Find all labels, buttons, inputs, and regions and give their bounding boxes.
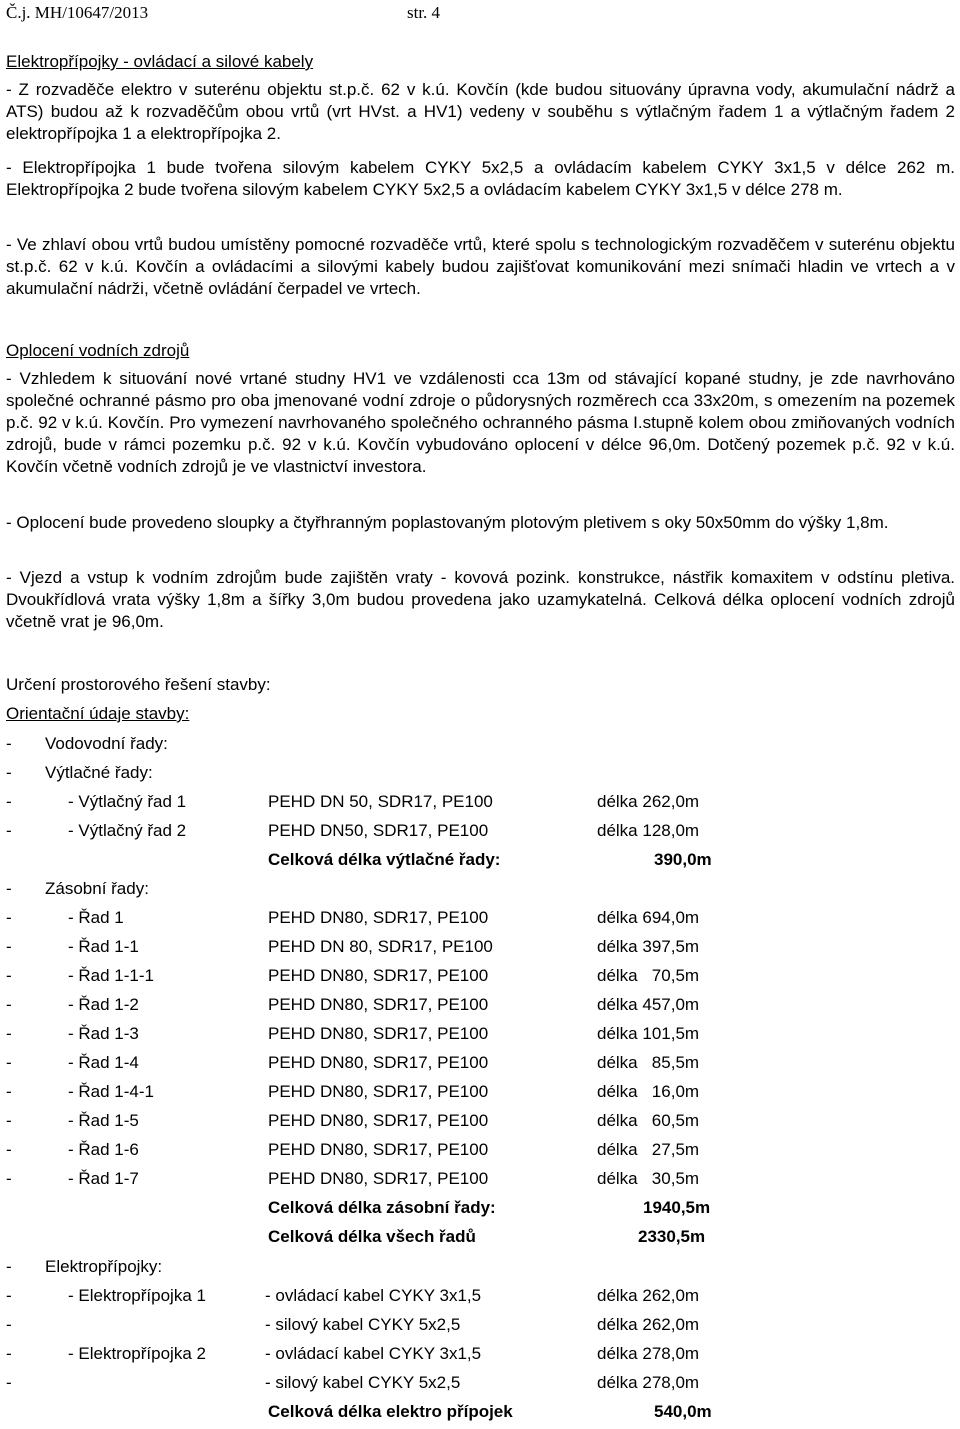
table-cell: - Řad 1-7 xyxy=(68,1169,139,1188)
table-cell: - Výtlačný řad 1 xyxy=(68,792,187,811)
table-cell: - Řad 1-4-1 xyxy=(68,1082,154,1101)
table-cell: - xyxy=(6,966,12,985)
table-cell: délka 262,0m xyxy=(597,792,700,811)
table-cell: Celková délka elektro přípojek xyxy=(268,1402,513,1421)
table-cell: délka 262,0m xyxy=(597,1315,700,1334)
table-cell: Celková délka všech řadů xyxy=(268,1227,476,1246)
table-cell: PEHD DN80, SDR17, PE100 xyxy=(268,1024,489,1043)
table-cell: délka 16,0m xyxy=(597,1082,700,1101)
table-cell: Výtlačné řady: xyxy=(45,763,153,782)
section-title-urceni: Určení prostorového řešení stavby: xyxy=(6,675,271,694)
table-cell: délka 30,5m xyxy=(597,1169,700,1188)
table-cell: 540,0m xyxy=(654,1402,712,1421)
table-cell: - Elektropřípojka 2 xyxy=(68,1344,206,1363)
table-cell: PEHD DN80, SDR17, PE100 xyxy=(268,966,489,985)
table-cell: - xyxy=(6,1373,12,1392)
table-cell: Celková délka výtlačné řady: xyxy=(268,850,501,869)
table-cell: délka 262,0m xyxy=(597,1286,700,1305)
table-cell: - Řad 1 xyxy=(68,908,124,927)
table-cell: 1940,5m xyxy=(643,1198,711,1217)
table-cell: PEHD DN80, SDR17, PE100 xyxy=(268,1140,489,1159)
table-cell: - xyxy=(6,1169,12,1188)
table-cell: - Řad 1-1-1 xyxy=(68,966,154,985)
table-cell: PEHD DN80, SDR17, PE100 xyxy=(268,1169,489,1188)
table-cell: - xyxy=(6,879,12,898)
paragraph-oploceni-3: - Vjezd a vstup k vodním zdrojům bude zajištěn vraty - kovová pozink. konstrukce, nástřik komaxitem v odstínu pletiva. Dvoukřídlová vrata výšky 1,8m a šířky 3,0m budou provedena jako uzamykatelná. Celková délka oplocení vodních zdrojů včetně vrat je 96,0m. xyxy=(6,568,955,631)
table-cell: délka 101,5m xyxy=(597,1024,700,1043)
table-cell: PEHD DN 50, SDR17, PE100 xyxy=(268,792,493,811)
table-cell: - Elektropřípojka 1 xyxy=(68,1286,206,1305)
table-cell: - silový kabel CYKY 5x2,5 xyxy=(265,1315,461,1334)
table-cell: PEHD DN80, SDR17, PE100 xyxy=(268,995,489,1014)
table-cell: Celková délka zásobní řady: xyxy=(268,1198,496,1217)
table-cell: délka 128,0m xyxy=(597,821,700,840)
table-cell: Vodovodní řady: xyxy=(45,734,168,753)
table-cell: - Řad 1-5 xyxy=(68,1111,139,1130)
table-cell: - xyxy=(6,1257,12,1276)
table-cell: PEHD DN80, SDR17, PE100 xyxy=(268,1111,489,1130)
table-cell: - xyxy=(6,792,12,811)
table-cell: - xyxy=(6,1111,12,1130)
table-cell: PEHD DN50, SDR17, PE100 xyxy=(268,821,489,840)
section-subtitle-orientacni: Orientační údaje stavby: xyxy=(6,704,190,723)
table-cell: 2330,5m xyxy=(638,1227,706,1246)
table-cell: délka 278,0m xyxy=(597,1373,700,1392)
table-cell: Zásobní řady: xyxy=(45,879,149,898)
section-title-oploceni: Oplocení vodních zdrojů xyxy=(6,341,190,360)
table-cell: - xyxy=(6,763,12,782)
paragraph-oploceni-1: - Vzhledem k situování nové vrtané studny HV1 ve vzdálenosti cca 13m od stávající kopané studny, je zde navrhováno společné ochranné pásmo pro oba jmenované vodní zdroje o půdorysných rozměrech cca 33x20m, s omezením na pozemek p.č. 92 v k.ú. Kovčín. Pro vymezení navrhovaného společného ochranného pásma I.stupně kolem obou zmiňovaných vodních zdrojů, bude v rámci pozemku p.č. 92 v k.ú. Kovčín vybudováno oplocení v délce 96,0m. Dotčený pozemek p.č. 92 v k.ú. Kovčín včetně vodních zdrojů je ve vlastnictví investora. xyxy=(6,369,955,476)
table-cell: - ovládací kabel CYKY 3x1,5 xyxy=(265,1344,482,1363)
table-cell: - silový kabel CYKY 5x2,5 xyxy=(265,1373,461,1392)
table-cell: - xyxy=(6,937,12,956)
table-cell: délka 694,0m xyxy=(597,908,700,927)
table-cell: PEHD DN80, SDR17, PE100 xyxy=(268,908,489,927)
table-cell: délka 85,5m xyxy=(597,1053,700,1072)
table-cell: délka 457,0m xyxy=(597,995,700,1014)
table-cell: PEHD DN80, SDR17, PE100 xyxy=(268,1082,489,1101)
table-cell: - Řad 1-2 xyxy=(68,995,139,1014)
table-cell: - Řad 1-4 xyxy=(68,1053,139,1072)
table-cell: délka 27,5m xyxy=(597,1140,700,1159)
table-cell: - xyxy=(6,734,12,753)
table-cell: délka 397,5m xyxy=(597,937,700,956)
page-number: str. 4 xyxy=(407,3,441,22)
table-cell: délka 70,5m xyxy=(597,966,700,985)
document-reference: Č.j. MH/10647/2013 xyxy=(6,3,149,22)
paragraph-elektro-1: - Z rozvaděče elektro v suterénu objektu st.p.č. 62 v k.ú. Kovčín (kde budou situovány úpravna vody, akumulační nádrž a ATS) budou až k rozvaděčům obou vrtů (vrt HVst. a HV1) vedeny v souběhu s výtlačným řadem 1 a výtlačným řadem 2 elektropřípojka 1 a elektropřípojka 2. xyxy=(6,80,955,143)
table-cell: - Řad 1-3 xyxy=(68,1024,139,1043)
table-cell: - xyxy=(6,1344,12,1363)
table-cell: - xyxy=(6,1082,12,1101)
table-cell: - xyxy=(6,908,12,927)
table-cell: délka 60,5m xyxy=(597,1111,700,1130)
table-cell: - xyxy=(6,1140,12,1159)
table-cell: - Řad 1-6 xyxy=(68,1140,139,1159)
table-cell: - Řad 1-1 xyxy=(68,937,139,956)
table-cell: - ovládací kabel CYKY 3x1,5 xyxy=(265,1286,482,1305)
table-cell: délka 278,0m xyxy=(597,1344,700,1363)
table-cell: - xyxy=(6,1315,12,1334)
table-cell: - xyxy=(6,1286,12,1305)
table-cell: PEHD DN 80, SDR17, PE100 xyxy=(268,937,493,956)
section-title-elektro: Elektropřípojky - ovládací a silové kabely xyxy=(6,52,314,71)
table-cell: Elektropřípojky: xyxy=(45,1257,163,1276)
table-cell: - xyxy=(6,821,12,840)
table-cell: 390,0m xyxy=(654,850,712,869)
table-cell: - Výtlačný řad 2 xyxy=(68,821,187,840)
paragraph-oploceni-2: - Oplocení bude provedeno sloupky a čtyřhranným poplastovaným plotovým pletivem s oky 50x50mm do výšky 1,8m. xyxy=(6,513,889,532)
table-cell: PEHD DN80, SDR17, PE100 xyxy=(268,1053,489,1072)
table-cell: - xyxy=(6,995,12,1014)
table-cell: - xyxy=(6,1053,12,1072)
paragraph-elektro-3: - Ve zhlaví obou vrtů budou umístěny pomocné rozvaděče vrtů, které spolu s technologickým rozvaděčem v suterénu objektu st.p.č. 62 v k.ú. Kovčín a ovládacími a silovými kabely budou zajišťovat komunikování mezi snímači hladin ve vrtech a v akumulační nádrži, včetně ovládání čerpadel ve vrtech. xyxy=(6,235,955,298)
table-cell: - xyxy=(6,1024,12,1043)
paragraph-elektro-2: - Elektropřípojka 1 bude tvořena silovým kabelem CYKY 5x2,5 a ovládacím kabelem CYKY 3x1,5 v délce 262 m. Elektropřípojka 2 bude tvořena silovým kabelem CYKY 5x2,5 a ovládacím kabelem CYKY 3x1,5 v délce 278 m. xyxy=(6,158,955,199)
